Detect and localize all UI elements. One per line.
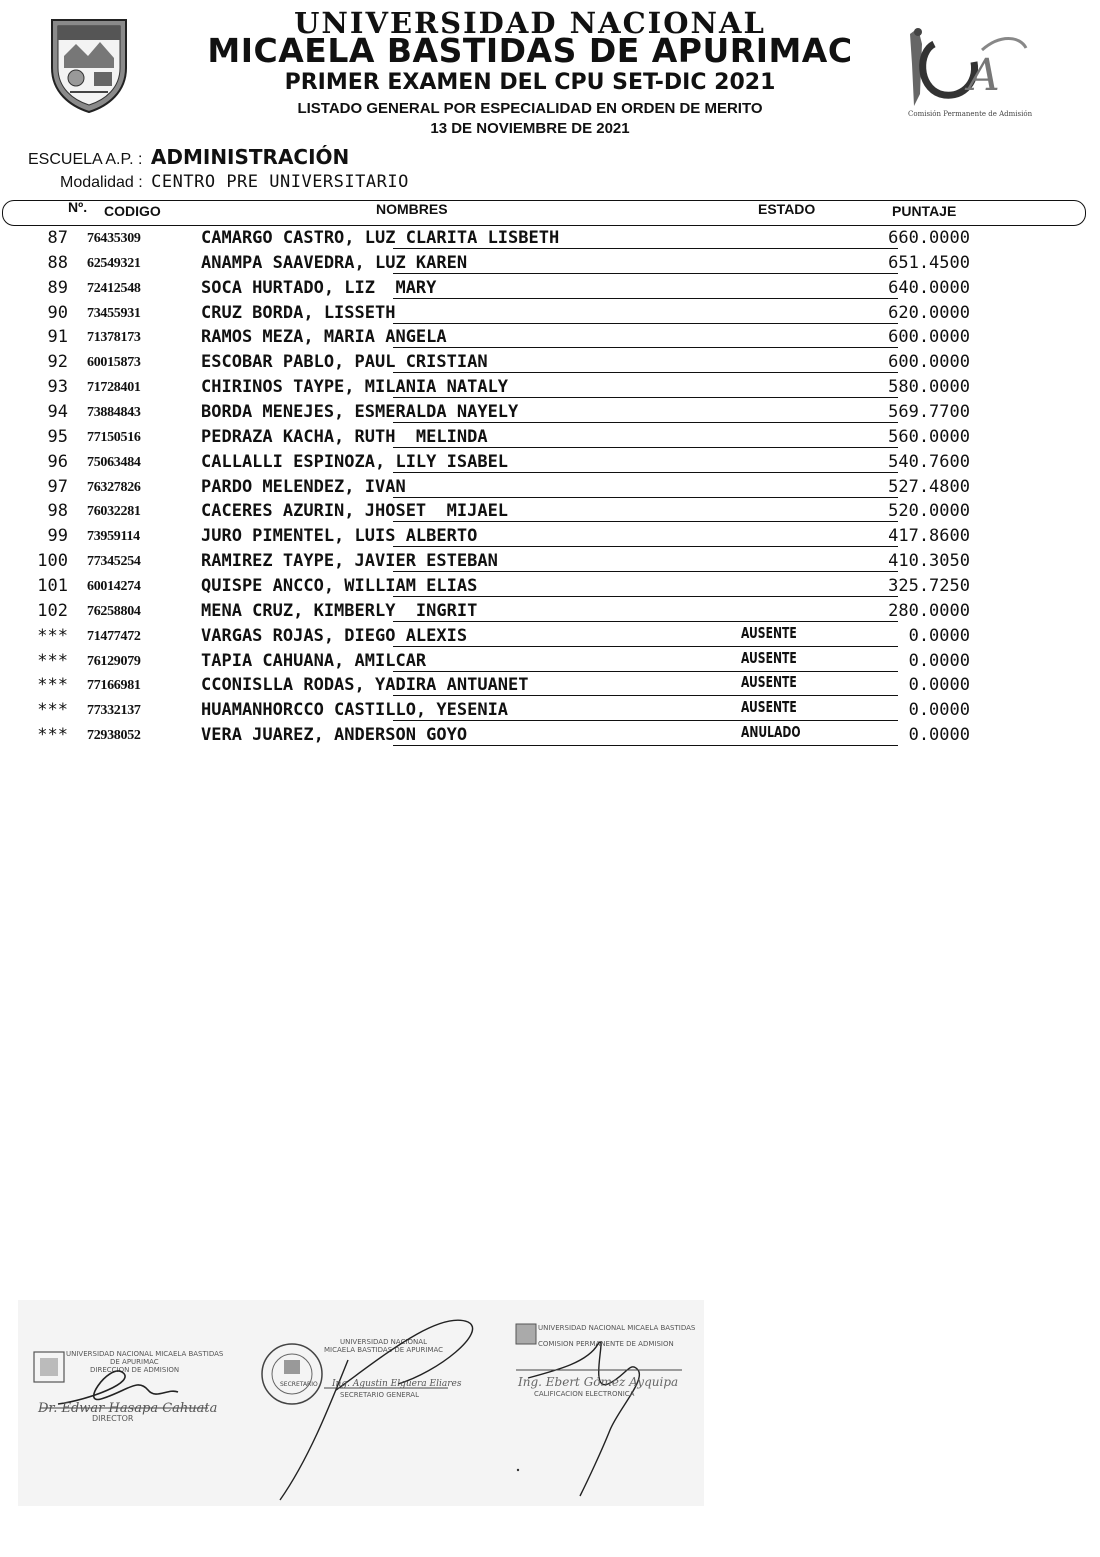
row-codigo: 62549321 bbox=[87, 256, 141, 271]
row-codigo: 77166981 bbox=[87, 678, 141, 693]
row-nombre: BORDA MENEJES, ESMERALDA NAYELY bbox=[201, 402, 519, 422]
row-codigo: 73455931 bbox=[87, 306, 141, 321]
row-number: 98 bbox=[47, 501, 68, 521]
table-row bbox=[0, 251, 1100, 276]
row-estado: ANULADO bbox=[741, 723, 801, 741]
row-number: 90 bbox=[47, 303, 68, 323]
row-puntaje: 0.0000 bbox=[908, 725, 970, 745]
row-puntaje: 520.0000 bbox=[888, 501, 970, 521]
row-puntaje: 660.0000 bbox=[888, 228, 970, 248]
row-puntaje: 640.0000 bbox=[888, 278, 970, 298]
row-estado: AUSENTE bbox=[741, 649, 797, 667]
row-nombre: VERA JUAREZ, ANDERSON GOYO bbox=[201, 725, 468, 745]
row-codigo: 71378173 bbox=[87, 330, 141, 345]
svg-text:COMISION PERMANENTE DE ADMISIO: COMISION PERMANENTE DE ADMISION bbox=[538, 1340, 674, 1348]
row-codigo: 77345254 bbox=[87, 554, 141, 569]
row-codigo: 76327826 bbox=[87, 480, 141, 495]
row-puntaje: 580.0000 bbox=[888, 377, 970, 397]
row-underline bbox=[393, 720, 898, 721]
row-number: 96 bbox=[47, 452, 68, 472]
row-number: 101 bbox=[37, 576, 68, 596]
svg-text:SECRETARIO: SECRETARIO bbox=[280, 1381, 318, 1388]
row-underline bbox=[393, 646, 898, 647]
svg-text:UNIVERSIDAD NACIONAL MICAELA B: UNIVERSIDAD NACIONAL MICAELA BASTIDAS bbox=[66, 1350, 224, 1358]
row-estado: AUSENTE bbox=[741, 698, 797, 716]
row-nombre: CACERES AZURIN, JHOSET MIJAEL bbox=[201, 501, 509, 521]
table-row bbox=[0, 723, 1100, 748]
modalidad-value: CENTRO PRE UNIVERSITARIO bbox=[151, 172, 409, 192]
row-number: 91 bbox=[47, 327, 68, 347]
row-nombre: CALLALLI ESPINOZA, LILY ISABEL bbox=[201, 452, 509, 472]
admission-commission-logo bbox=[904, 24, 1034, 120]
column-header-codigo: CODIGO bbox=[104, 203, 161, 219]
svg-text:DIRECTOR: DIRECTOR bbox=[92, 1414, 134, 1423]
row-puntaje: 0.0000 bbox=[908, 700, 970, 720]
row-codigo: 76435309 bbox=[87, 231, 141, 246]
row-codigo: 77150516 bbox=[87, 430, 141, 445]
row-number: 89 bbox=[47, 278, 68, 298]
row-underline bbox=[393, 347, 898, 348]
table-row bbox=[0, 624, 1100, 649]
row-underline bbox=[393, 422, 898, 423]
row-number: 99 bbox=[47, 526, 68, 546]
row-nombre: QUISPE ANCCO, WILLIAM ELIAS bbox=[201, 576, 478, 596]
row-nombre: CAMARGO CASTRO, LUZ CLARITA LISBETH bbox=[201, 228, 560, 248]
row-number: 102 bbox=[37, 601, 68, 621]
row-codigo: 60015873 bbox=[87, 355, 141, 370]
row-underline bbox=[393, 497, 898, 498]
row-codigo: 72938052 bbox=[87, 728, 141, 743]
table-row bbox=[0, 475, 1100, 500]
row-underline bbox=[393, 372, 898, 373]
table-row bbox=[0, 375, 1100, 400]
row-puntaje: 540.7600 bbox=[888, 452, 970, 472]
row-number: 88 bbox=[47, 253, 68, 273]
column-header-puntaje: PUNTAJE bbox=[892, 203, 957, 219]
svg-text:Ing. Agustin Elguera Eliares: Ing. Agustin Elguera Eliares bbox=[332, 1379, 462, 1389]
row-nombre: CHIRINOS TAYPE, MILANIA NATALY bbox=[201, 377, 509, 397]
row-nombre: VARGAS ROJAS, DIEGO ALEXIS bbox=[201, 626, 468, 646]
row-puntaje: 0.0000 bbox=[908, 675, 970, 695]
table-row bbox=[0, 425, 1100, 450]
row-number: 95 bbox=[47, 427, 68, 447]
exam-title: PRIMER EXAMEN DEL CPU SET-DIC 2021 bbox=[284, 70, 776, 95]
svg-text:MICAELA BASTIDAS DE APURIMAC: MICAELA BASTIDAS DE APURIMAC bbox=[324, 1346, 444, 1354]
modalidad-label: Modalidad : bbox=[60, 174, 143, 191]
row-number: 93 bbox=[47, 377, 68, 397]
row-puntaje: 410.3050 bbox=[888, 551, 970, 571]
row-number: *** bbox=[37, 626, 68, 646]
table-row bbox=[0, 698, 1100, 723]
row-underline bbox=[393, 546, 898, 547]
row-nombre: HUAMANHORCCO CASTILLO, YESENIA bbox=[201, 700, 509, 720]
row-number: *** bbox=[37, 700, 68, 720]
row-codigo: 77332137 bbox=[87, 703, 141, 718]
row-codigo: 75063484 bbox=[87, 455, 141, 470]
table-row bbox=[0, 524, 1100, 549]
row-underline bbox=[393, 745, 898, 746]
table-row bbox=[0, 301, 1100, 326]
svg-text:Comisión Permanente de Admisió: Comisión Permanente de Admisión bbox=[908, 110, 1033, 118]
escuela-line bbox=[28, 145, 349, 169]
table-row bbox=[0, 450, 1100, 475]
row-number: 87 bbox=[47, 228, 68, 248]
row-codigo: 71477472 bbox=[87, 629, 141, 644]
table-row bbox=[0, 599, 1100, 624]
row-underline bbox=[393, 472, 898, 473]
row-number: 100 bbox=[37, 551, 68, 571]
svg-text:Dr. Edwar Hasapa Cahuata: Dr. Edwar Hasapa Cahuata bbox=[38, 1401, 218, 1416]
row-underline bbox=[393, 596, 898, 597]
table-row bbox=[0, 400, 1100, 425]
university-crest-logo bbox=[46, 16, 132, 114]
row-nombre: RAMOS MEZA, MARIA ANGELA bbox=[201, 327, 447, 347]
list-title: LISTADO GENERAL POR ESPECIALIDAD EN ORDEN DE MERITO bbox=[297, 100, 763, 117]
table-row bbox=[0, 226, 1100, 251]
row-number: 97 bbox=[47, 477, 68, 497]
escuela-value: ADMINISTRACIÓN bbox=[150, 145, 350, 169]
row-nombre: PARDO MELENDEZ, IVAN bbox=[201, 477, 406, 497]
row-puntaje: 527.4800 bbox=[888, 477, 970, 497]
svg-text:Ing. Ebert Gómez Ayquipa: Ing. Ebert Gómez Ayquipa bbox=[518, 1375, 679, 1389]
row-nombre: ANAMPA SAAVEDRA, LUZ KAREN bbox=[201, 253, 468, 273]
row-codigo: 76258804 bbox=[87, 604, 141, 619]
university-name-line2: MICAELA BASTIDAS DE APURIMAC bbox=[207, 31, 853, 70]
table-row bbox=[0, 325, 1100, 350]
row-puntaje: 0.0000 bbox=[908, 651, 970, 671]
table-row bbox=[0, 673, 1100, 698]
row-estado: AUSENTE bbox=[741, 624, 797, 642]
row-codigo: 73884843 bbox=[87, 405, 141, 420]
row-puntaje: 651.4500 bbox=[888, 253, 970, 273]
table-row bbox=[0, 574, 1100, 599]
row-underline bbox=[393, 447, 898, 448]
column-header-numero: Nº. bbox=[68, 199, 88, 215]
row-nombre: TAPIA CAHUANA, AMILCAR bbox=[201, 651, 427, 671]
row-underline bbox=[393, 671, 898, 672]
row-codigo: 72412548 bbox=[87, 281, 141, 296]
signatures-stamps-block bbox=[18, 1300, 704, 1506]
row-codigo: 76032281 bbox=[87, 504, 141, 519]
svg-text:SECRETARIO GENERAL: SECRETARIO GENERAL bbox=[340, 1391, 419, 1399]
row-nombre: SOCA HURTADO, LIZ MARY bbox=[201, 278, 437, 298]
row-number: *** bbox=[37, 651, 68, 671]
escuela-label: ESCUELA A.P. : bbox=[28, 151, 143, 168]
row-underline bbox=[393, 621, 898, 622]
column-header-nombres: NOMBRES bbox=[376, 201, 448, 217]
row-codigo: 71728401 bbox=[87, 380, 141, 395]
modalidad-line bbox=[60, 172, 409, 192]
row-codigo: 73959114 bbox=[87, 529, 140, 544]
table-row bbox=[0, 649, 1100, 674]
row-estado: AUSENTE bbox=[741, 673, 797, 691]
table-row bbox=[0, 276, 1100, 301]
row-nombre: CCONISLLA RODAS, YADIRA ANTUANET bbox=[201, 675, 529, 695]
table-row bbox=[0, 549, 1100, 574]
row-number: *** bbox=[37, 725, 68, 745]
row-underline bbox=[393, 323, 898, 324]
row-puntaje: 280.0000 bbox=[888, 601, 970, 621]
row-codigo: 76129079 bbox=[87, 654, 141, 669]
row-puntaje: 620.0000 bbox=[888, 303, 970, 323]
svg-text:DE APURIMAC: DE APURIMAC bbox=[110, 1358, 159, 1366]
row-puntaje: 0.0000 bbox=[908, 626, 970, 646]
row-nombre: CRUZ BORDA, LISSETH bbox=[201, 303, 396, 323]
row-puntaje: 569.7700 bbox=[888, 402, 970, 422]
row-nombre: JURO PIMENTEL, LUIS ALBERTO bbox=[201, 526, 478, 546]
row-nombre: RAMIREZ TAYPE, JAVIER ESTEBAN bbox=[201, 551, 498, 571]
row-nombre: ESCOBAR PABLO, PAUL CRISTIAN bbox=[201, 352, 488, 372]
row-underline bbox=[393, 695, 898, 696]
row-underline bbox=[393, 397, 898, 398]
svg-text:UNIVERSIDAD NACIONAL: UNIVERSIDAD NACIONAL bbox=[340, 1338, 427, 1346]
row-puntaje: 600.0000 bbox=[888, 352, 970, 372]
table-row bbox=[0, 350, 1100, 375]
row-underline bbox=[393, 571, 898, 572]
row-nombre: MENA CRUZ, KIMBERLY INGRIT bbox=[201, 601, 478, 621]
row-underline bbox=[393, 273, 898, 274]
row-puntaje: 417.8600 bbox=[888, 526, 970, 546]
row-codigo: 60014274 bbox=[87, 579, 141, 594]
row-number: *** bbox=[37, 675, 68, 695]
svg-text:A: A bbox=[968, 50, 1000, 101]
row-nombre: PEDRAZA KACHA, RUTH MELINDA bbox=[201, 427, 488, 447]
svg-text:DIRECCION DE ADMISION: DIRECCION DE ADMISION bbox=[90, 1366, 180, 1374]
column-header-estado: ESTADO bbox=[758, 201, 816, 217]
row-number: 94 bbox=[47, 402, 68, 422]
row-underline bbox=[393, 298, 898, 299]
table-row bbox=[0, 499, 1100, 524]
row-puntaje: 560.0000 bbox=[888, 427, 970, 447]
row-puntaje: 325.7250 bbox=[888, 576, 970, 596]
svg-text:UNIVERSIDAD NACIONAL MICAELA B: UNIVERSIDAD NACIONAL MICAELA BASTIDAS bbox=[538, 1324, 696, 1332]
row-number: 92 bbox=[47, 352, 68, 372]
row-puntaje: 600.0000 bbox=[888, 327, 970, 347]
university-name-line1: UNIVERSIDAD NACIONAL bbox=[294, 6, 766, 40]
row-underline bbox=[393, 248, 898, 249]
svg-text:CALIFICACION ELECTRONICA: CALIFICACION ELECTRONICA bbox=[534, 1390, 635, 1398]
exam-date: 13 DE NOVIEMBRE DE 2021 bbox=[430, 120, 630, 137]
row-underline bbox=[393, 521, 898, 522]
